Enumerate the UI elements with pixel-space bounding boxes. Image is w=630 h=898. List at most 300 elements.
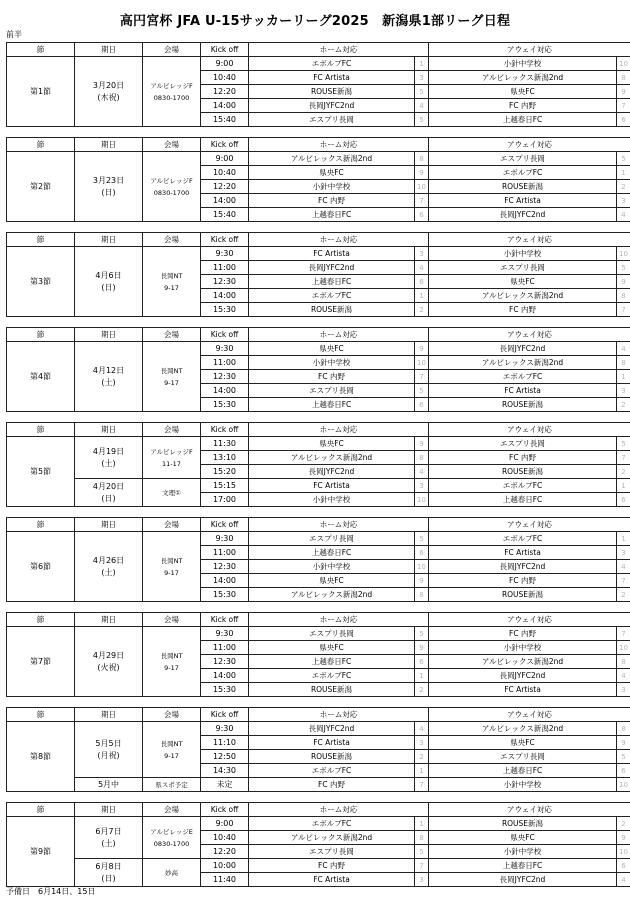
- home-team-number: 3: [415, 736, 429, 750]
- header-kickoff: Kick off: [201, 233, 249, 247]
- home-team: エボルブFC: [249, 817, 415, 831]
- table-header-row: [7, 233, 630, 247]
- away-team-number: 6: [617, 493, 630, 507]
- home-team-number: 1: [415, 817, 429, 831]
- match-row: [7, 627, 630, 641]
- home-team: 上越春日FC: [249, 275, 415, 289]
- home-team-number: 7: [415, 778, 429, 792]
- home-team-number: 2: [415, 303, 429, 317]
- text-line: 5月中: [97, 779, 120, 789]
- table-header-row: [7, 803, 630, 817]
- header-home: ホーム対応: [249, 518, 429, 532]
- away-team: ROUSE新潟: [429, 588, 617, 602]
- table-header-row: [7, 518, 630, 532]
- header-venue: 会場: [143, 138, 201, 152]
- home-team-number: 5: [415, 85, 429, 99]
- home-team: 長岡JYFC2nd: [249, 261, 415, 275]
- home-team-number: 7: [415, 859, 429, 873]
- away-team-number: 4: [617, 669, 630, 683]
- match-row: [7, 532, 630, 546]
- kickoff-time: 15:30: [201, 588, 249, 602]
- text-line: アルビレッジE: [150, 827, 193, 836]
- round-table: [6, 42, 630, 127]
- home-team-number: 7: [415, 370, 429, 384]
- header-date: 期日: [75, 328, 143, 342]
- header-away: アウェイ対応: [429, 803, 630, 817]
- home-team-number: 5: [415, 532, 429, 546]
- home-team: 小針中学校: [249, 180, 415, 194]
- round-label: 第1節: [7, 57, 75, 127]
- home-team: 県央FC: [249, 574, 415, 588]
- away-team-number: 5: [617, 750, 630, 764]
- text-line: 6月8日: [95, 861, 122, 871]
- away-team-number: 4: [617, 560, 630, 574]
- away-team-number: 2: [617, 588, 630, 602]
- away-team-number: 8: [617, 289, 630, 303]
- away-team-number: 7: [617, 451, 630, 465]
- match-row: [7, 152, 630, 166]
- home-team-number: 3: [415, 873, 429, 887]
- text-line: アルビレッジF: [150, 176, 193, 185]
- text-line: 9-17: [164, 378, 179, 387]
- text-line: 3月23日: [92, 175, 125, 185]
- kickoff-time: 12:30: [201, 655, 249, 669]
- home-team-number: 1: [415, 57, 429, 71]
- away-team: 小針中学校: [429, 778, 617, 792]
- home-team-number: 10: [415, 493, 429, 507]
- home-team: エスプリ長岡: [249, 627, 415, 641]
- text-line: 11-17: [162, 459, 181, 468]
- kickoff-time: 15:20: [201, 465, 249, 479]
- header-round: 節: [7, 803, 75, 817]
- round-table: [6, 232, 630, 317]
- home-team: エボルブFC: [249, 669, 415, 683]
- kickoff-time: 11:00: [201, 546, 249, 560]
- kickoff-time: 15:40: [201, 208, 249, 222]
- away-team: アルビレックス新潟2nd: [429, 356, 617, 370]
- match-row: [7, 437, 630, 451]
- match-date: [75, 247, 143, 317]
- table-header-row: [7, 138, 630, 152]
- kickoff-time: 9:30: [201, 247, 249, 261]
- text-line: (土): [101, 838, 116, 848]
- header-date: 期日: [75, 518, 143, 532]
- away-team-number: 6: [617, 859, 630, 873]
- home-team-number: 2: [415, 750, 429, 764]
- home-team: 県央FC: [249, 342, 415, 356]
- home-team: FC 内野: [249, 370, 415, 384]
- kickoff-time: 11:30: [201, 437, 249, 451]
- away-team-number: 4: [617, 342, 630, 356]
- text-line: 9-17: [164, 663, 179, 672]
- text-line: 長岡NT: [160, 739, 183, 748]
- text-line: 長岡NT: [160, 556, 183, 565]
- kickoff-time: 9:00: [201, 817, 249, 831]
- home-team-number: 2: [415, 683, 429, 697]
- away-team: 長岡JYFC2nd: [429, 873, 617, 887]
- home-team: FC Artista: [249, 71, 415, 85]
- away-team-number: 1: [617, 166, 630, 180]
- header-kickoff: Kick off: [201, 138, 249, 152]
- away-team-number: 1: [617, 532, 630, 546]
- text-line: (月祝): [97, 750, 120, 760]
- home-team-number: 6: [415, 398, 429, 412]
- text-line: アルビレッジF: [150, 81, 193, 90]
- header-date: 期日: [75, 233, 143, 247]
- header-away: アウェイ対応: [429, 138, 630, 152]
- kickoff-time: 12:30: [201, 275, 249, 289]
- round-table: [6, 707, 630, 792]
- header-date: 期日: [75, 423, 143, 437]
- away-team: アルビレックス新潟2nd: [429, 722, 617, 736]
- text-line: 9-17: [164, 283, 179, 292]
- text-line: 長岡NT: [160, 651, 183, 660]
- match-row: [7, 57, 630, 71]
- away-team-number: 5: [617, 152, 630, 166]
- header-venue: 会場: [143, 233, 201, 247]
- venue-cell: [143, 859, 201, 887]
- match-date: [75, 532, 143, 602]
- header-venue: 会場: [143, 43, 201, 57]
- away-team-number: 9: [617, 736, 630, 750]
- text-line: 0830-1700: [153, 839, 190, 848]
- away-team: ROUSE新潟: [429, 398, 617, 412]
- header-home: ホーム対応: [249, 328, 429, 342]
- kickoff-time: 11:10: [201, 736, 249, 750]
- home-team: FC Artista: [249, 873, 415, 887]
- away-team-number: 6: [617, 113, 630, 127]
- home-team-number: 1: [415, 764, 429, 778]
- header-round: 節: [7, 43, 75, 57]
- venue-cell: [143, 437, 201, 479]
- away-team-number: 7: [617, 99, 630, 113]
- away-team: エスプリ長岡: [429, 261, 617, 275]
- match-date: [75, 778, 143, 792]
- away-team: ROUSE新潟: [429, 465, 617, 479]
- text-line: 4月6日: [95, 270, 122, 280]
- header-home: ホーム対応: [249, 138, 429, 152]
- header-round: 節: [7, 423, 75, 437]
- home-team-number: 9: [415, 342, 429, 356]
- match-row: [7, 342, 630, 356]
- away-team-number: 3: [617, 683, 630, 697]
- header-home: ホーム対応: [249, 233, 429, 247]
- home-team: ROUSE新潟: [249, 303, 415, 317]
- away-team-number: 3: [617, 546, 630, 560]
- header-date: 期日: [75, 803, 143, 817]
- home-team: FC 内野: [249, 859, 415, 873]
- venue-cell: [143, 247, 201, 317]
- header-kickoff: Kick off: [201, 328, 249, 342]
- header-round: 節: [7, 613, 75, 627]
- kickoff-time: 17:00: [201, 493, 249, 507]
- home-team: エボルブFC: [249, 289, 415, 303]
- home-team-number: 4: [415, 465, 429, 479]
- kickoff-time: 11:40: [201, 873, 249, 887]
- away-team: アルビレックス新潟2nd: [429, 289, 617, 303]
- home-team: 長岡JYFC2nd: [249, 465, 415, 479]
- home-team: エスプリ長岡: [249, 113, 415, 127]
- home-team-number: 10: [415, 180, 429, 194]
- header-venue: 会場: [143, 423, 201, 437]
- header-date: 期日: [75, 708, 143, 722]
- home-team: エスプリ長岡: [249, 845, 415, 859]
- match-row: [7, 817, 630, 831]
- home-team: FC Artista: [249, 736, 415, 750]
- home-team: 上越春日FC: [249, 655, 415, 669]
- text-line: (日): [101, 493, 116, 503]
- match-date: [75, 342, 143, 412]
- home-team-number: 3: [415, 479, 429, 493]
- header-date: 期日: [75, 138, 143, 152]
- home-team-number: 6: [415, 208, 429, 222]
- kickoff-time: 9:30: [201, 627, 249, 641]
- header-home: ホーム対応: [249, 43, 429, 57]
- home-team: アルビレックス新潟2nd: [249, 588, 415, 602]
- away-team-number: 7: [617, 627, 630, 641]
- text-line: (土): [101, 377, 116, 387]
- text-line: 4月12日: [92, 365, 125, 375]
- text-line: (日): [101, 282, 116, 292]
- text-line: 4月29日: [92, 650, 125, 660]
- section-label: 前半: [6, 30, 22, 39]
- away-team-number: 8: [617, 356, 630, 370]
- away-team-number: 9: [617, 85, 630, 99]
- home-team-number: 9: [415, 437, 429, 451]
- home-team: アルビレックス新潟2nd: [249, 831, 415, 845]
- home-team: 小針中学校: [249, 356, 415, 370]
- kickoff-time: 未定: [201, 778, 249, 792]
- text-line: 4月20日: [92, 481, 125, 491]
- venue-cell: [143, 532, 201, 602]
- match-row: [7, 722, 630, 736]
- kickoff-time: 10:40: [201, 831, 249, 845]
- home-team-number: 8: [415, 451, 429, 465]
- reserve-days-note: 予備日 6月14日、15日: [6, 887, 96, 896]
- kickoff-time: 11:00: [201, 356, 249, 370]
- kickoff-time: 9:30: [201, 532, 249, 546]
- header-round: 節: [7, 708, 75, 722]
- header-round: 節: [7, 233, 75, 247]
- away-team: 小針中学校: [429, 845, 617, 859]
- away-team-number: 10: [617, 641, 630, 655]
- text-line: 5月5日: [95, 738, 122, 748]
- header-away: アウェイ対応: [429, 613, 630, 627]
- away-team: 小針中学校: [429, 641, 617, 655]
- home-team: エボルブFC: [249, 764, 415, 778]
- away-team: 県央FC: [429, 736, 617, 750]
- away-team-number: 8: [617, 655, 630, 669]
- header-away: アウェイ対応: [429, 423, 630, 437]
- away-team-number: 8: [617, 722, 630, 736]
- kickoff-time: 14:00: [201, 669, 249, 683]
- home-team: 上越春日FC: [249, 208, 415, 222]
- header-venue: 会場: [143, 708, 201, 722]
- away-team: FC Artista: [429, 384, 617, 398]
- match-row: [7, 247, 630, 261]
- away-team: 小針中学校: [429, 57, 617, 71]
- kickoff-time: 12:20: [201, 180, 249, 194]
- match-date: [75, 152, 143, 222]
- table-header-row: [7, 328, 630, 342]
- home-team-number: 9: [415, 166, 429, 180]
- away-team: 長岡JYFC2nd: [429, 669, 617, 683]
- away-team-number: 6: [617, 764, 630, 778]
- header-venue: 会場: [143, 518, 201, 532]
- away-team: FC Artista: [429, 683, 617, 697]
- header-home: ホーム対応: [249, 803, 429, 817]
- table-header-row: [7, 423, 630, 437]
- header-away: アウェイ対応: [429, 43, 630, 57]
- home-team: FC 内野: [249, 778, 415, 792]
- header-kickoff: Kick off: [201, 803, 249, 817]
- away-team: FC 内野: [429, 99, 617, 113]
- match-date: [75, 722, 143, 778]
- round-table: [6, 612, 630, 697]
- home-team-number: 6: [415, 546, 429, 560]
- away-team-number: 10: [617, 57, 630, 71]
- round-label: 第2節: [7, 152, 75, 222]
- round-table: [6, 517, 630, 602]
- home-team: 長岡JYFC2nd: [249, 722, 415, 736]
- home-team-number: 3: [415, 71, 429, 85]
- away-team-number: 2: [617, 817, 630, 831]
- home-team-number: 1: [415, 289, 429, 303]
- text-line: (日): [101, 187, 116, 197]
- kickoff-time: 15:40: [201, 113, 249, 127]
- match-row: [7, 479, 630, 493]
- home-team-number: 5: [415, 113, 429, 127]
- kickoff-time: 9:00: [201, 152, 249, 166]
- kickoff-time: 12:20: [201, 85, 249, 99]
- away-team: FC 内野: [429, 574, 617, 588]
- away-team: エボルブFC: [429, 370, 617, 384]
- round-label: 第5節: [7, 437, 75, 507]
- round-label: 第9節: [7, 817, 75, 887]
- home-team: アルビレックス新潟2nd: [249, 152, 415, 166]
- kickoff-time: 14:00: [201, 194, 249, 208]
- home-team-number: 7: [415, 194, 429, 208]
- away-team: アルビレックス新潟2nd: [429, 655, 617, 669]
- header-date: 期日: [75, 43, 143, 57]
- away-team-number: 1: [617, 479, 630, 493]
- header-kickoff: Kick off: [201, 518, 249, 532]
- away-team-number: 4: [617, 208, 630, 222]
- away-team-number: 10: [617, 845, 630, 859]
- header-kickoff: Kick off: [201, 43, 249, 57]
- text-line: 6月7日: [95, 826, 122, 836]
- away-team-number: 1: [617, 370, 630, 384]
- home-team-number: 9: [415, 641, 429, 655]
- header-round: 節: [7, 138, 75, 152]
- text-line: 文理①: [162, 488, 181, 497]
- text-line: 長岡NT: [160, 271, 183, 280]
- home-team: アルビレックス新潟2nd: [249, 451, 415, 465]
- round-table: [6, 327, 630, 412]
- kickoff-time: 12:30: [201, 370, 249, 384]
- away-team: 上越春日FC: [429, 113, 617, 127]
- away-team-number: 10: [617, 247, 630, 261]
- round-table: [6, 802, 630, 887]
- away-team: 長岡JYFC2nd: [429, 342, 617, 356]
- table-header-row: [7, 613, 630, 627]
- home-team: FC Artista: [249, 479, 415, 493]
- kickoff-time: 9:30: [201, 722, 249, 736]
- header-date: 期日: [75, 613, 143, 627]
- away-team: アルビレックス新潟2nd: [429, 71, 617, 85]
- home-team-number: 5: [415, 384, 429, 398]
- venue-cell: [143, 479, 201, 507]
- venue-cell: [143, 627, 201, 697]
- away-team: 上越春日FC: [429, 859, 617, 873]
- kickoff-time: 14:00: [201, 99, 249, 113]
- text-line: 県スポ予定: [155, 780, 188, 789]
- away-team: FC 内野: [429, 303, 617, 317]
- document-title: 高円宮杯 JFA U-15サッカーリーグ2025 新潟県1部リーグ日程: [119, 14, 511, 29]
- text-line: 3月20日: [92, 80, 125, 90]
- match-date: [75, 859, 143, 887]
- round-label: 第3節: [7, 247, 75, 317]
- home-team-number: 6: [415, 275, 429, 289]
- home-team: 県央FC: [249, 437, 415, 451]
- text-line: 妙高: [165, 868, 178, 877]
- match-row: [7, 778, 630, 792]
- match-date: [75, 437, 143, 479]
- venue-cell: [143, 342, 201, 412]
- away-team-number: 5: [617, 437, 630, 451]
- home-team: ROUSE新潟: [249, 750, 415, 764]
- text-line: 4月19日: [92, 446, 125, 456]
- away-team: ROUSE新潟: [429, 817, 617, 831]
- away-team-number: 9: [617, 275, 630, 289]
- away-team-number: 8: [617, 71, 630, 85]
- away-team: エスプリ長岡: [429, 750, 617, 764]
- away-team: 上越春日FC: [429, 764, 617, 778]
- away-team: エボルブFC: [429, 166, 617, 180]
- away-team-number: 4: [617, 873, 630, 887]
- away-team: FC 内野: [429, 451, 617, 465]
- away-team: FC 内野: [429, 627, 617, 641]
- header-away: アウェイ対応: [429, 708, 630, 722]
- kickoff-time: 9:00: [201, 57, 249, 71]
- venue-cell: [143, 722, 201, 778]
- header-venue: 会場: [143, 803, 201, 817]
- round-table: [6, 137, 630, 222]
- away-team: 県央FC: [429, 85, 617, 99]
- match-row: [7, 859, 630, 873]
- venue-cell: [143, 57, 201, 127]
- header-round: 節: [7, 518, 75, 532]
- home-team: FC Artista: [249, 247, 415, 261]
- kickoff-time: 10:40: [201, 166, 249, 180]
- away-team: 長岡JYFC2nd: [429, 560, 617, 574]
- home-team-number: 1: [415, 669, 429, 683]
- away-team-number: 2: [617, 398, 630, 412]
- away-team: 県央FC: [429, 831, 617, 845]
- home-team-number: 8: [415, 588, 429, 602]
- home-team: 長岡JYFC2nd: [249, 99, 415, 113]
- home-team-number: 4: [415, 722, 429, 736]
- header-round: 節: [7, 328, 75, 342]
- home-team-number: 5: [415, 845, 429, 859]
- away-team-number: 5: [617, 261, 630, 275]
- header-home: ホーム対応: [249, 423, 429, 437]
- match-date: [75, 627, 143, 697]
- table-header-row: [7, 708, 630, 722]
- header-kickoff: Kick off: [201, 423, 249, 437]
- header-kickoff: Kick off: [201, 708, 249, 722]
- text-line: (火祝): [97, 662, 120, 672]
